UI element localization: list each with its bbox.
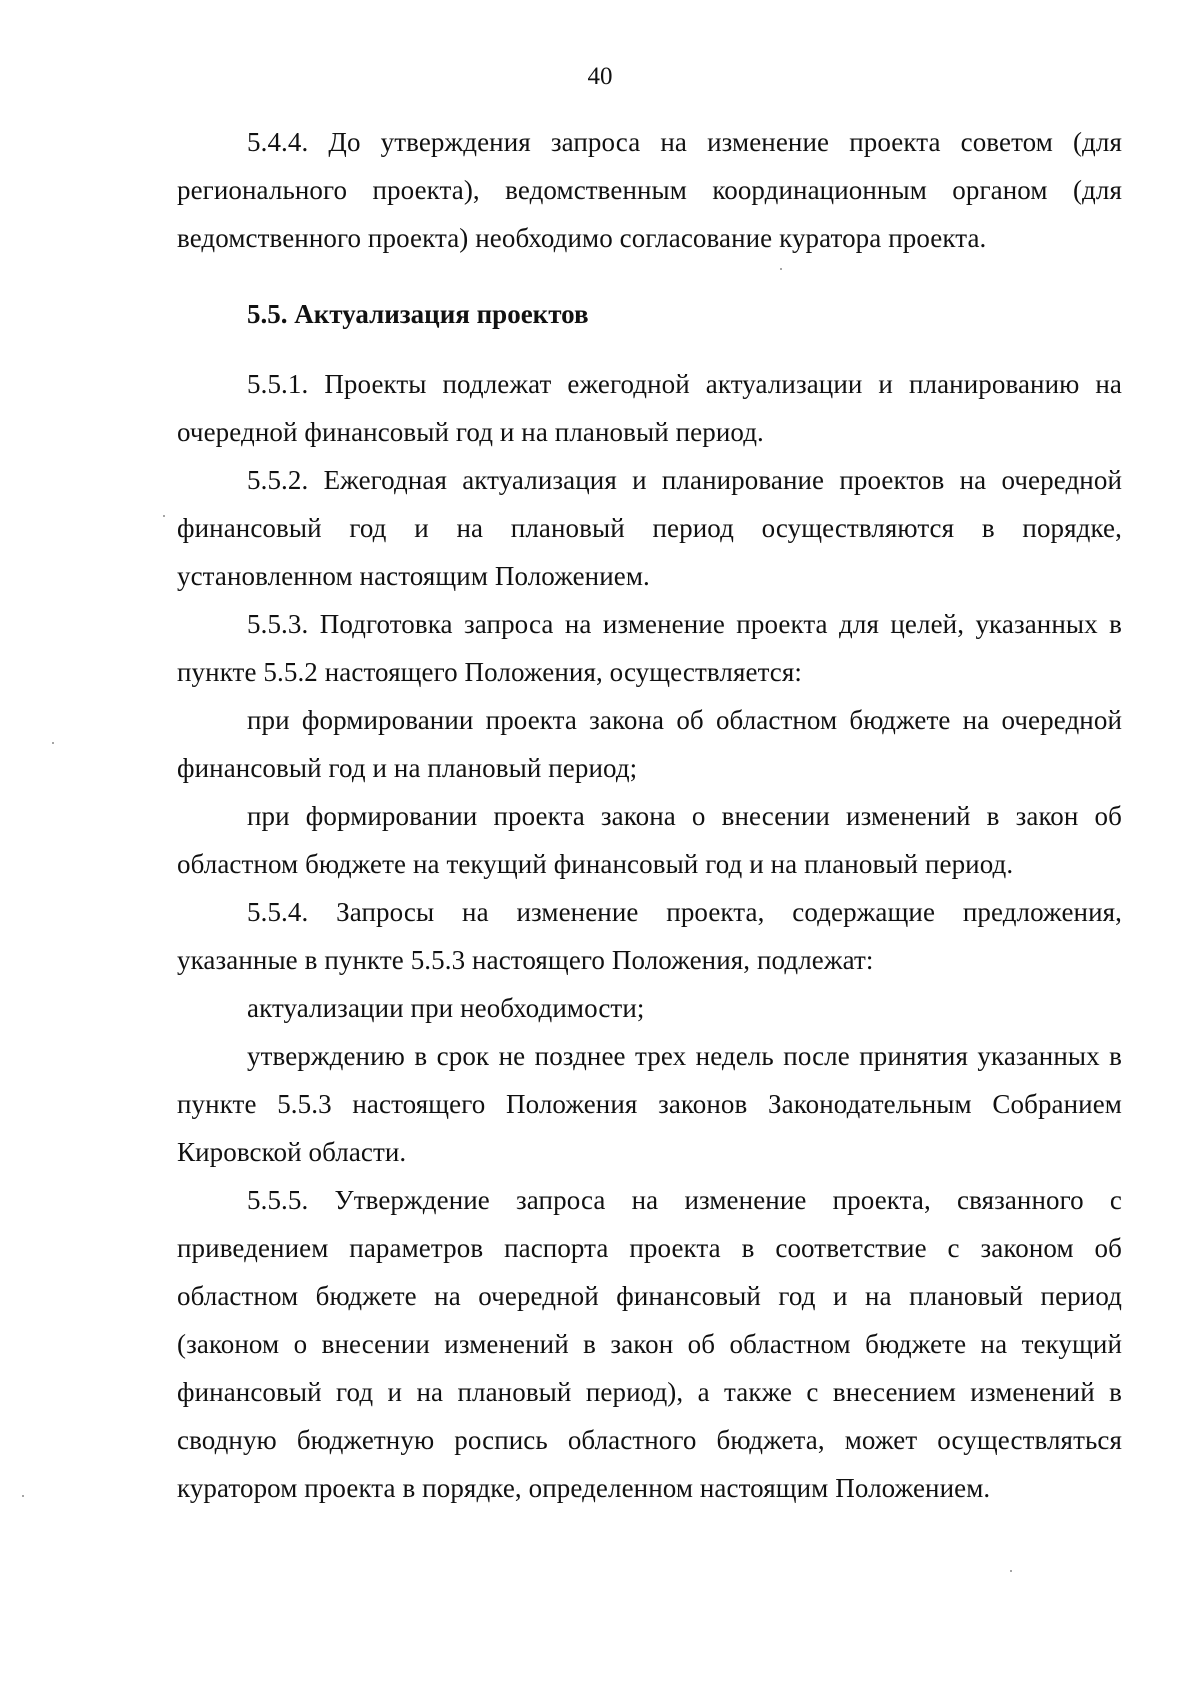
paragraph-5-5-1: 5.5.1. Проекты подлежат ежегодной актуализации и планированию на очередной финансовый год и на плановый период. <box>177 369 1122 447</box>
paragraph-5-5-3: 5.5.3. Подготовка запроса на изменение проекта для целей, указанных в пункте 5.5.2 настоящего Положения, осуществляется: <box>177 609 1122 687</box>
list-item-5-5-3-b: при формировании проекта закона о внесении изменений в закон об областном бюджете на текущий финансовый год и на плановый период. <box>177 801 1122 879</box>
paragraph-5-5-5: 5.5.5. Утверждение запроса на изменение проекта, связанного с приведением параметров паспорта проекта в соответствие с законом об областном бюджете на очередной финансовый год и на плановый период (законом о внесении изменений в закон об областном бюджете на текущий финансовый год и на плановый период), а также с внесением изменений в сводную бюджетную роспись областного бюджета, может осуществляться куратором проекта в порядке, определенном настоящим Положением. <box>177 1185 1122 1503</box>
scan-speck <box>163 515 165 517</box>
section-heading-5-5: 5.5. Актуализация проектов <box>247 299 589 329</box>
page-number: 40 <box>587 63 613 90</box>
paragraph-5-5-2: 5.5.2. Ежегодная актуализация и планирование проектов на очередной финансовый год и на плановый период осуществляются в порядке, установленном настоящим Положением. <box>177 465 1122 591</box>
document-body <box>177 118 1122 1512</box>
scan-speck <box>780 268 782 270</box>
scan-speck <box>22 1495 24 1497</box>
list-item-5-5-4-b: утверждению в срок не позднее трех недель после принятия указанных в пункте 5.5.3 настоящего Положения законов Законодательным Собранием Кировской области. <box>177 1041 1122 1167</box>
scan-speck <box>1010 1570 1012 1572</box>
scan-speck <box>52 742 54 744</box>
paragraph-5-4-4: 5.4.4. До утверждения запроса на изменение проекта советом (для регионального проекта), ведомственным координационным органом (для ведомственного проекта) необходимо согласование куратора проекта. <box>177 127 1122 253</box>
list-item-5-5-3-a: при формировании проекта закона об областном бюджете на очередной финансовый год и на плановый период; <box>177 705 1122 783</box>
list-item-5-5-4-a: актуализации при необходимости; <box>247 993 645 1023</box>
paragraph-5-5-4: 5.5.4. Запросы на изменение проекта, содержащие предложения, указанные в пункте 5.5.3 настоящего Положения, подлежат: <box>177 897 1122 975</box>
